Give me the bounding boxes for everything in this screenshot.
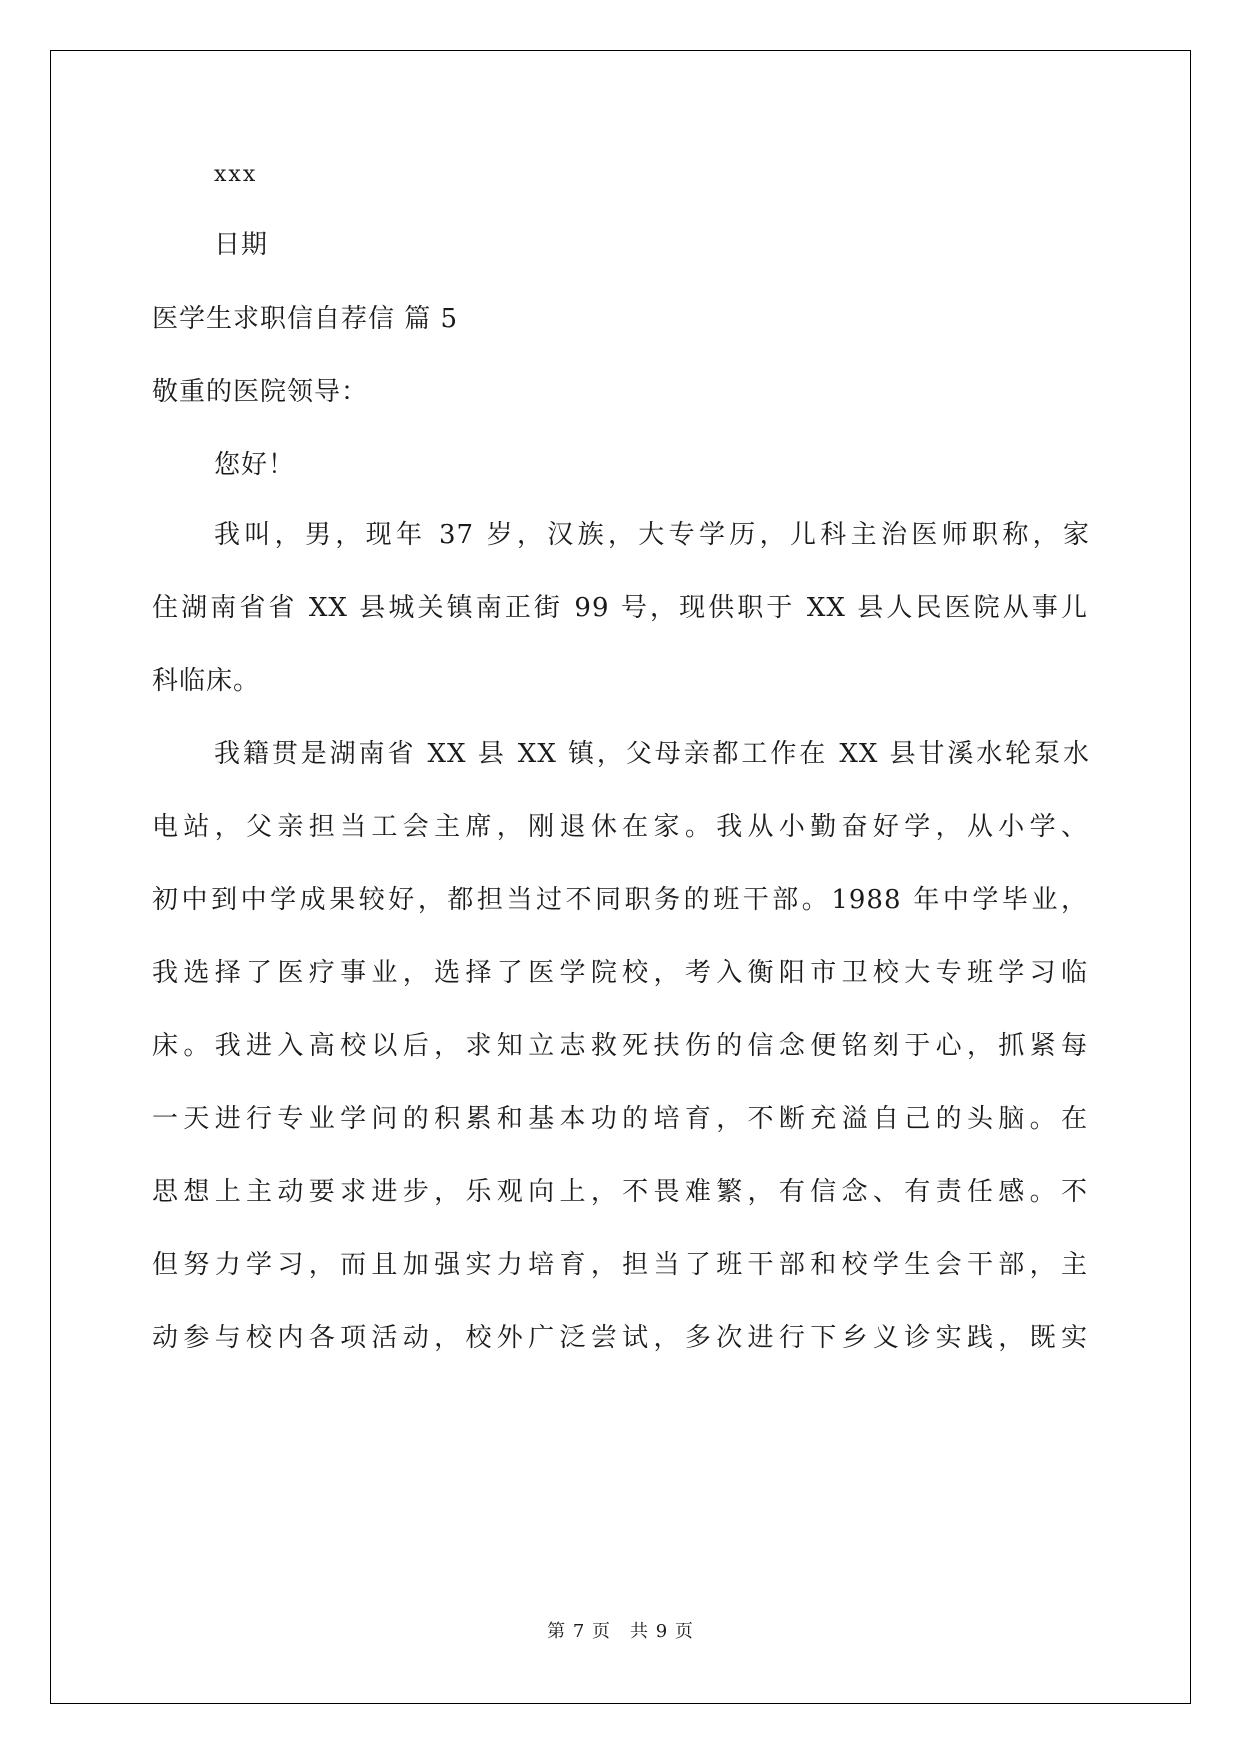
- signature-name: xxx: [214, 162, 258, 187]
- paragraph-line: 初中到中学成果较好，都担当过不同职务的班干部。1988 年中学毕业，: [152, 885, 1088, 915]
- paragraph-line: 一天进行专业学问的积累和基本功的培育，不断充溢自己的头脑。在: [152, 1104, 1088, 1134]
- paragraph-line: 动参与校内各项活动，校外广泛尝试，多次进行下乡义诊实践，既实: [152, 1323, 1088, 1353]
- paragraph-line: 我叫，男，现年 37 岁，汉族，大专学历，儿科主治医师职称，家: [214, 520, 1090, 550]
- salutation: 敬重的医院领导：: [152, 377, 369, 407]
- paragraph-line: 我籍贯是湖南省 XX 县 XX 镇，父母亲都工作在 XX 县甘溪水轮泵水: [214, 739, 1090, 769]
- paragraph-line: 电站，父亲担当工会主席，刚退休在家。我从小勤奋好学，从小学、: [152, 812, 1088, 842]
- paragraph-line: 但努力学习，而且加强实力培育，担当了班干部和校学生会干部，主: [152, 1250, 1088, 1280]
- page-border: [50, 50, 1191, 1704]
- paragraph-line: 床。我进入高校以后，求知立志救死扶伤的信念便铭刻于心，抓紧每: [152, 1031, 1088, 1061]
- paragraph-line: 思想上主动要求进步，乐观向上，不畏难繁，有信念、有责任感。不: [152, 1177, 1088, 1207]
- paragraph-line: 我选择了医疗事业，选择了医学院校，考入衡阳市卫校大专班学习临: [152, 958, 1088, 988]
- paragraph-line: 科临床。: [152, 666, 261, 696]
- greeting: 您好！: [214, 450, 296, 480]
- paragraph-line: 住湖南省省 XX 县城关镇南正街 99 号，现供职于 XX 县人民医院从事儿: [152, 593, 1088, 623]
- signature-date: 日期: [214, 230, 269, 260]
- section-title: 医学生求职信自荐信 篇 5: [152, 304, 459, 334]
- page-indicator: 第 7 页 共 9 页: [547, 1621, 694, 1642]
